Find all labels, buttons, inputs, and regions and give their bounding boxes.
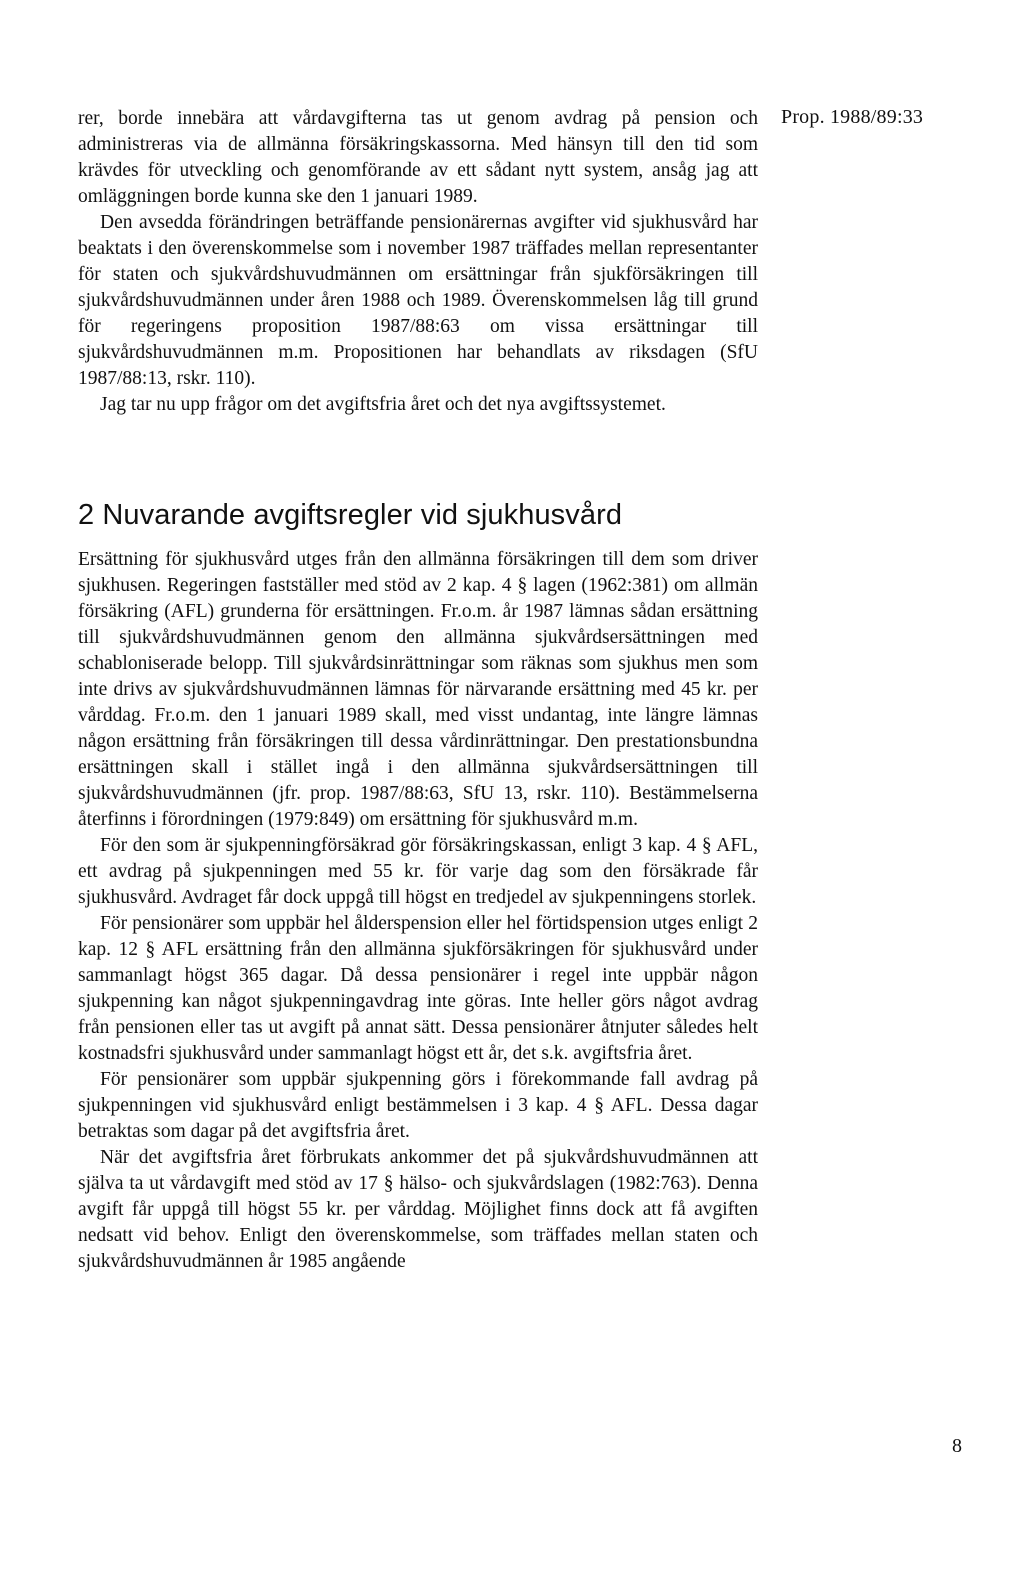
section-heading: 2 Nuvarande avgiftsregler vid sjukhusvård: [78, 499, 623, 531]
page-number: 8: [952, 1435, 962, 1457]
intro-paragraph-3: Jag tar nu upp frågor om det avgiftsfria året och det nya avgiftssystemet.: [100, 394, 666, 415]
section-paragraph-1: Ersättning för sjukhusvård utges från den allmänna försäkringen till dem som driver sjukhusen. Regeringen fastställer med stöd av 2 kap. 4 § lagen (1962:381) om allmän försäkring (AFL) grunderna för ersättningen. Fr.o.m. år 1987 lämnas sådan ersättning till sjukvårdshuvudmännen genom den allmänna sjukvårdsersättningen med schabloniserade belopp. Till sjukvårdsinrättningar som räknas som sjukhus men som inte drivs av sjukvårdshuvudmännen lämnas för närvarande ersättning med 45 kr. per vårddag. Fr.o.m. den 1 januari 1989 skall, med visst undantag, inte längre lämnas någon ersättning från försäkringen till dessa vårdinrättningar. Den prestationsbundna ersättningen skall i stället ingå i den allmänna sjukvårdsersättningen till sjukvårdshuvudmännen (jfr. prop. 1987/88:63, SfU 13, rskr. 110). Bestämmelserna återfinns i förordningen (1979:849) om ersättning för sjukhusvård m.m.: [78, 549, 758, 830]
intro-paragraph-1: rer, borde innebära att vårdavgifterna tas ut genom avdrag på pension och administreras via de allmänna försäkringskassorna. Med hänsyn till den tid som krävdes för utveckling och genomförande av ett sådant nytt system, ansåg jag att omläggningen borde kunna ske den 1 januari 1989.: [78, 108, 758, 207]
intro-text: [78, 106, 758, 418]
section-paragraph-4: För pensionärer som uppbär sjukpenning görs i förekommande fall avdrag på sjukpenningen vid sjukhusvård enligt bestämmelsen i 3 kap. 4 § AFL. Dessa dagar betraktas som dagar på det avgiftsfria året.: [78, 1069, 758, 1142]
section-body: [78, 547, 758, 1275]
section-paragraph-5: När det avgiftsfria året förbrukats ankommer det på sjukvårdshuvudmännen att själva ta ut vårdavgift med stöd av 17 § hälso- och sjukvårdslagen (1982:763). Denna avgift får uppgå till högst 55 kr. per vårddag. Möjlighet finns dock att få avgiften nedsatt vid behov. Enligt den överenskommelse, som träffades mellan staten och sjukvårdshuvudmännen år 1985 angående: [78, 1147, 758, 1272]
section-paragraph-2: För den som är sjukpenningförsäkrad gör försäkringskassan, enligt 3 kap. 4 § AFL, ett avdrag på sjukpenningen med 55 kr. för varje dag som den försäkrade får sjukhusvård. Avdraget får dock uppgå till högst en tredjedel av sjukpenningens storlek.: [78, 835, 758, 908]
prop-reference: Prop. 1988/89:33: [781, 106, 924, 128]
section-paragraph-3: För pensionärer som uppbär hel ålderspension eller hel förtidspension utges enligt 2 kap. 12 § AFL ersättning från den allmänna sjukförsäkringen för sjukhusvård under sammanlagt högst 365 dagar. Då dessa pensionärer i regel inte uppbär någon sjukpenning kan något sjukpenningavdrag inte göras. Inte heller görs något avdrag från pensionen eller tas ut avgift på annat sätt. Dessa pensionärer åtnjuter således helt kostnadsfri sjukhusvård under sammanlagt högst ett år, det s.k. avgiftsfria året.: [78, 913, 758, 1064]
intro-paragraph-2: Den avsedda förändringen beträffande pensionärernas avgifter vid sjukhusvård har beaktats i den överenskommelse som i november 1987 träffades mellan representanter för staten och sjukvårdshuvudmännen om ersättningar från sjukförsäkringen till sjukvårdshuvudmännen under åren 1988 och 1989. Överenskommelsen låg till grund för regeringens proposition 1987/88:63 om vissa ersättningar till sjukvårdshuvudmännen m.m. Propositionen har behandlats av riksdagen (SfU 1987/88:13, rskr. 110).: [78, 212, 758, 389]
